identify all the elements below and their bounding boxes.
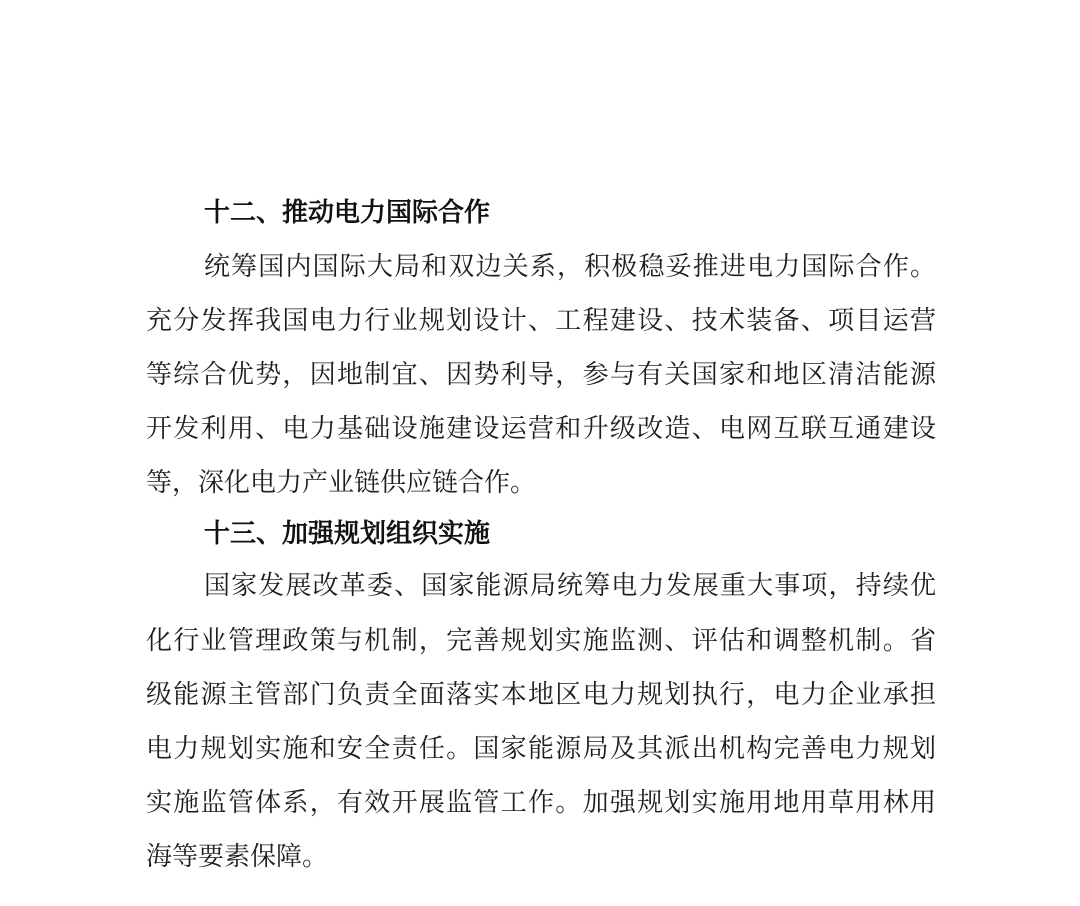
section-13-paragraph-line: 电力规划实施和安全责任。国家能源局及其派出机构完善电力规划 [146, 734, 936, 764]
section-13-paragraph-line: 化行业管理政策与机制，完善规划实施监测、评估和调整机制。省 [146, 626, 936, 656]
section-13-paragraph-line: 实施监管体系，有效开展监管工作。加强规划实施用地用草用林用 [146, 788, 936, 818]
section-12-paragraph-line: 等，深化电力产业链供应链合作。 [146, 468, 537, 498]
section-12-heading: 十二、推动电力国际合作 [204, 198, 491, 228]
section-13-paragraph-line: 国家发展改革委、国家能源局统筹电力发展重大事项，持续优 [204, 571, 936, 601]
section-12-paragraph-line: 等综合优势，因地制宜、因势利导，参与有关国家和地区清洁能源 [146, 360, 936, 390]
section-12-paragraph-line: 充分发挥我国电力行业规划设计、工程建设、技术装备、项目运营 [146, 306, 936, 336]
section-13-paragraph-line: 级能源主管部门负责全面落实本地区电力规划执行，电力企业承担 [146, 680, 936, 710]
section-12-paragraph-line: 开发利用、电力基础设施建设运营和升级改造、电网互联互通建设 [146, 414, 936, 444]
section-12-paragraph-line: 统筹国内国际大局和双边关系，积极稳妥推进电力国际合作。 [204, 252, 936, 282]
section-13-heading: 十三、加强规划组织实施 [204, 519, 491, 549]
section-13-paragraph-line: 海等要素保障。 [146, 842, 329, 872]
